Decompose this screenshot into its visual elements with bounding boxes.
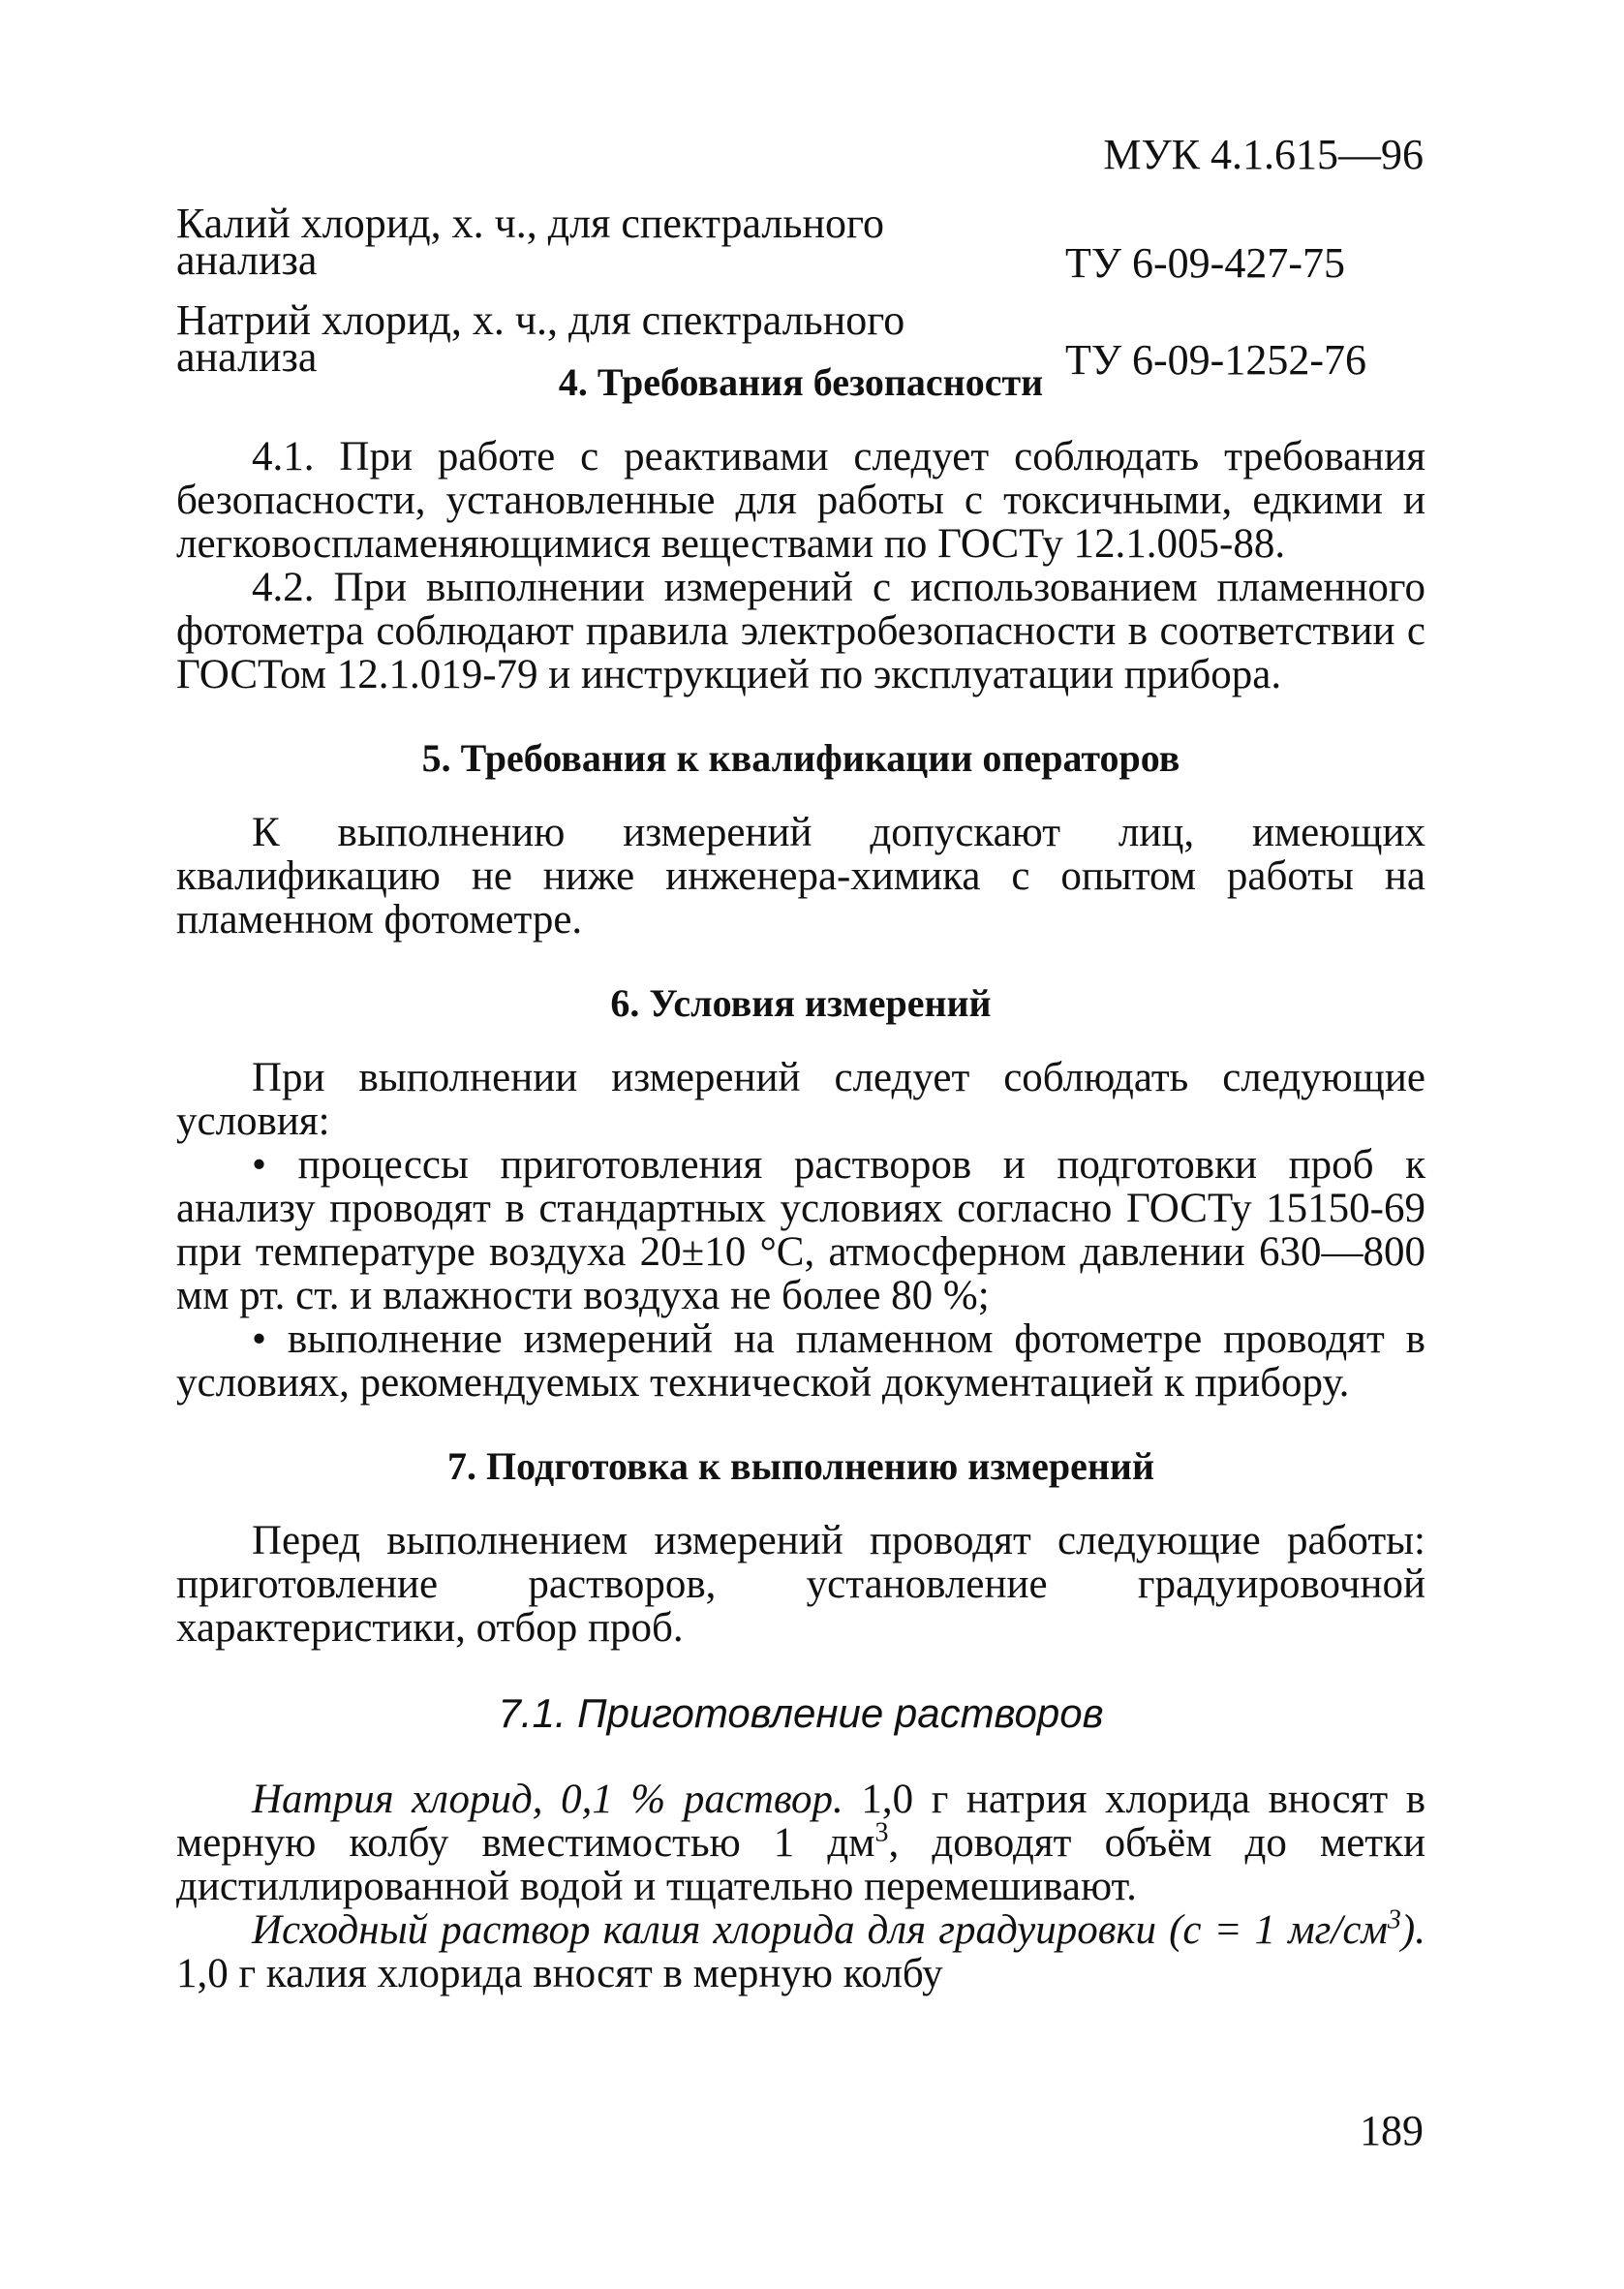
superscript: 3 [1387,1904,1401,1935]
section-heading-safety: 4. Требования безопасности [558,360,1044,404]
paragraph-4-1: 4.1. При работе с реактивами следует соблюдать требования безопасности, установленные для работы с токсичными, едкими и легковоспламеняющимися веществами по ГОСТу 12.1.005-88. [176,434,1425,567]
section-heading-qualification: 5. Требования к квалификации операторов [421,736,1180,780]
subsection-heading-solutions: 7.1. Приготовление растворов [498,1690,1104,1736]
section-heading-conditions: 6. Условия измерений [610,981,992,1025]
page-number: 189 [1360,2107,1424,2154]
solution-name: Натрия хлорид, 0,1 % раствор. [252,1777,843,1822]
solution-name-end: ). [1400,1907,1425,1953]
reagent-row [176,200,1435,302]
paragraph-sodium-chloride [176,1778,1425,1908]
reagent-spec: ТУ 6-09-1252-76 [1065,336,1366,384]
reagent-name: Натрий хлорид, х. ч., для спектрального анализа [176,296,905,381]
reagent-name: Калий хлорид, х. ч., для спектрального анализа [176,200,884,284]
paragraph-text: , доводят объём до метки дистиллированной водой и тщательно перемешивают. [176,1820,1425,1909]
paragraph-4-2: 4.2. При выполнении измерений с использованием пламенного фотометра соблюдают правила электробезопасности в соответствии с ГОСТом 12.1.019-79 и инструкцией по эксплуатации прибора. [176,565,1425,697]
paragraph-6: При выполнении измерений следует соблюдать следующие условия: [176,1055,1425,1144]
paragraph-text: 1,0 г калия хлорида вносят в мерную колбу [176,1951,943,1996]
paragraph-potassium-chloride [176,1904,1425,1996]
paragraph-5: К выполнению измерений допускают лиц, имеющих квалификацию не ниже инженера-химика с опытом работы на пламенном фотометре. [176,810,1425,943]
superscript: 3 [874,1817,889,1848]
bullet-item-1: • процессы приготовления растворов и подготовки проб к анализу проводят в стандартных условиях согласно ГОСТу 15150-69 при температуре воздуха 20±10 °С, атмосферном давлении 630—800 мм рт. ст. и влажности воздуха не более 80 %; [176,1142,1425,1318]
section-heading-preparation: 7. Подготовка к выполнению измерений [447,1444,1154,1488]
solution-name: Исходный раствор калия хлорида для градуировки (с = 1 мг/см [252,1907,1388,1953]
paragraph-7: Перед выполнением измерений проводят следующие работы: приготовление растворов, установление градуировочной характеристики, отбор проб. [176,1518,1425,1651]
document-code: МУК 4.1.615—96 [1103,131,1424,178]
reagent-spec: ТУ 6-09-427-75 [1065,239,1345,287]
bullet-item-2: • выполнение измерений на пламенном фотометре проводят в условиях, рекомендуемых технической документацией к прибору. [176,1316,1425,1406]
paragraph-text: 1,0 г натрия хлорида вносят в мерную колбу вместимостью 1 дм [176,1777,1425,1866]
